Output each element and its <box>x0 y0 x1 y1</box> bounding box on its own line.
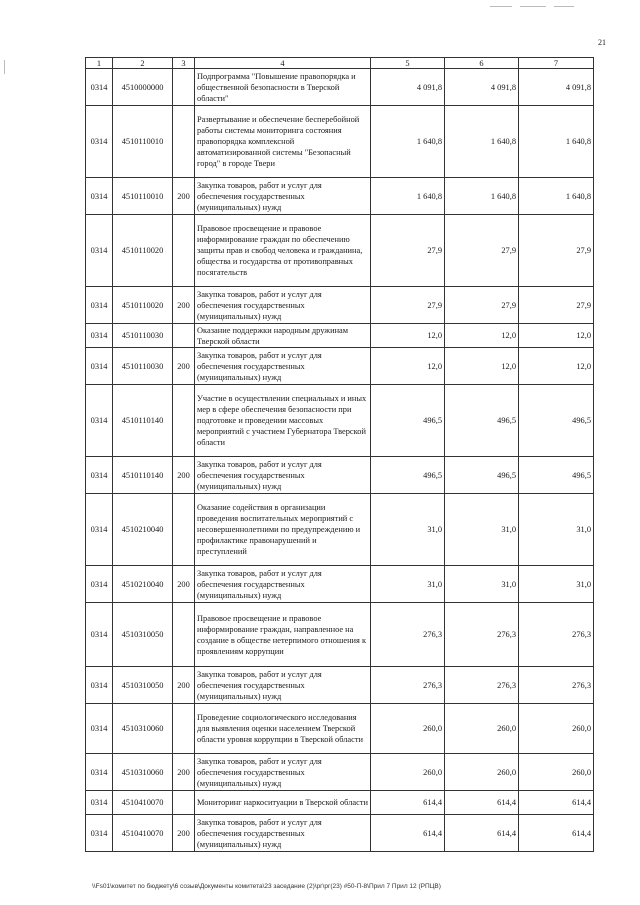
amount-cell-7: 1 640,8 <box>519 178 594 215</box>
amount-cell-5: 276,3 <box>371 603 445 667</box>
name-cell: Закупка товаров, работ и услуг для обеспечения государственных (муниципальных) нужд <box>195 178 371 215</box>
section-code-cell: 0314 <box>86 178 113 215</box>
table-body <box>86 69 594 852</box>
amount-cell-7: 496,5 <box>519 385 594 457</box>
budget-table <box>85 57 594 852</box>
header-cell-2: 2 <box>113 58 173 69</box>
name-cell: Правовое просвещение и правовое информирование граждан по обеспечению защиты прав и свобод человека и гражданина, общества и государства от противоправных посягательств <box>195 215 371 287</box>
header-row <box>86 58 594 69</box>
name-cell: Закупка товаров, работ и услуг для обеспечения государственных (муниципальных) нужд <box>195 287 371 324</box>
expense-type-cell <box>173 494 195 566</box>
amount-cell-7: 260,0 <box>519 704 594 754</box>
amount-cell-6: 31,0 <box>445 566 519 603</box>
expense-type-cell: 200 <box>173 457 195 494</box>
amount-cell-7: 31,0 <box>519 494 594 566</box>
table-row <box>86 106 594 178</box>
expense-type-cell: 200 <box>173 667 195 704</box>
section-code-cell: 0314 <box>86 791 113 815</box>
amount-cell-6: 260,0 <box>445 754 519 791</box>
table-row <box>86 494 594 566</box>
target-article-cell: 4510110010 <box>113 106 173 178</box>
amount-cell-6: 12,0 <box>445 348 519 385</box>
amount-cell-6: 276,3 <box>445 603 519 667</box>
name-cell: Оказание поддержки народным дружинам Тверской области <box>195 324 371 348</box>
amount-cell-5: 1 640,8 <box>371 178 445 215</box>
section-code-cell: 0314 <box>86 324 113 348</box>
target-article-cell: 4510210040 <box>113 566 173 603</box>
section-code-cell: 0314 <box>86 287 113 324</box>
amount-cell-7: 12,0 <box>519 324 594 348</box>
section-code-cell: 0314 <box>86 754 113 791</box>
amount-cell-6: 4 091,8 <box>445 69 519 106</box>
section-code-cell: 0314 <box>86 704 113 754</box>
expense-type-cell <box>173 215 195 287</box>
amount-cell-6: 27,9 <box>445 215 519 287</box>
header-cell-5: 5 <box>371 58 445 69</box>
expense-type-cell <box>173 69 195 106</box>
table-row <box>86 603 594 667</box>
scan-marks <box>490 6 600 8</box>
footer-file-path: \\Fs01\комитет по бюджету\6 созыв\Документы комитета\23 заседание (2)\рг\рг(23) #50-П-8\Прил 7 Прил 12 (РПЦВ) <box>92 883 441 890</box>
table-row <box>86 348 594 385</box>
amount-cell-5: 31,0 <box>371 494 445 566</box>
amount-cell-7: 31,0 <box>519 566 594 603</box>
amount-cell-5: 260,0 <box>371 704 445 754</box>
amount-cell-5: 496,5 <box>371 457 445 494</box>
amount-cell-5: 496,5 <box>371 385 445 457</box>
expense-type-cell <box>173 324 195 348</box>
name-cell: Проведение социологического исследования для выявления оценки населением Тверской области уровня коррупции в Тверской области <box>195 704 371 754</box>
target-article-cell: 4510210040 <box>113 494 173 566</box>
expense-type-cell: 200 <box>173 178 195 215</box>
section-code-cell: 0314 <box>86 348 113 385</box>
header-cell-7: 7 <box>519 58 594 69</box>
name-cell: Подпрограмма "Повышение правопорядка и общественной безопасности в Тверской области" <box>195 69 371 106</box>
expense-type-cell <box>173 704 195 754</box>
target-article-cell: 4510110140 <box>113 457 173 494</box>
amount-cell-5: 4 091,8 <box>371 69 445 106</box>
amount-cell-7: 27,9 <box>519 287 594 324</box>
amount-cell-5: 12,0 <box>371 324 445 348</box>
target-article-cell: 4510410070 <box>113 791 173 815</box>
amount-cell-7: 1 640,8 <box>519 106 594 178</box>
name-cell: Участие в осуществлении специальных и иных мер в сфере обеспечения безопасности при подготовке и проведении массовых мероприятий с участием Губернатора Тверской области <box>195 385 371 457</box>
name-cell: Закупка товаров, работ и услуг для обеспечения государственных (муниципальных) нужд <box>195 815 371 852</box>
amount-cell-6: 276,3 <box>445 667 519 704</box>
amount-cell-5: 27,9 <box>371 215 445 287</box>
table-row <box>86 754 594 791</box>
amount-cell-6: 496,5 <box>445 385 519 457</box>
amount-cell-6: 1 640,8 <box>445 106 519 178</box>
target-article-cell: 4510410070 <box>113 815 173 852</box>
amount-cell-5: 31,0 <box>371 566 445 603</box>
table-row <box>86 791 594 815</box>
amount-cell-7: 614,4 <box>519 791 594 815</box>
amount-cell-7: 614,4 <box>519 815 594 852</box>
table-row <box>86 215 594 287</box>
name-cell: Правовое просвещение и правовое информирование граждан, направленное на создание в обществе нетерпимого отношения к проявлениям коррупции <box>195 603 371 667</box>
amount-cell-6: 1 640,8 <box>445 178 519 215</box>
amount-cell-5: 1 640,8 <box>371 106 445 178</box>
expense-type-cell: 200 <box>173 348 195 385</box>
expense-type-cell: 200 <box>173 566 195 603</box>
target-article-cell: 4510110020 <box>113 215 173 287</box>
target-article-cell: 4510110030 <box>113 348 173 385</box>
table-row <box>86 667 594 704</box>
name-cell: Закупка товаров, работ и услуг для обеспечения государственных (муниципальных) нужд <box>195 667 371 704</box>
expense-type-cell: 200 <box>173 287 195 324</box>
amount-cell-5: 614,4 <box>371 791 445 815</box>
target-article-cell: 4510110010 <box>113 178 173 215</box>
section-code-cell: 0314 <box>86 457 113 494</box>
expense-type-cell <box>173 385 195 457</box>
amount-cell-7: 276,3 <box>519 667 594 704</box>
target-article-cell: 4510310050 <box>113 667 173 704</box>
section-code-cell: 0314 <box>86 494 113 566</box>
page-number: 21 <box>598 38 606 47</box>
name-cell: Оказание содействия в организации проведения воспитательных мероприятий с несовершеннолетними по предупреждению и профилактике правонарушений и преступлений <box>195 494 371 566</box>
section-code-cell: 0314 <box>86 215 113 287</box>
target-article-cell: 4510000000 <box>113 69 173 106</box>
name-cell: Закупка товаров, работ и услуг для обеспечения государственных (муниципальных) нужд <box>195 457 371 494</box>
header-cell-6: 6 <box>445 58 519 69</box>
section-code-cell: 0314 <box>86 566 113 603</box>
section-code-cell: 0314 <box>86 385 113 457</box>
table-row <box>86 457 594 494</box>
name-cell: Развертывание и обеспечение бесперебойной работы системы мониторинга состояния правопорядка комплексной автоматизированной системы "Безопасный город" в городе Твери <box>195 106 371 178</box>
amount-cell-7: 260,0 <box>519 754 594 791</box>
amount-cell-5: 27,9 <box>371 287 445 324</box>
expense-type-cell <box>173 791 195 815</box>
section-code-cell: 0314 <box>86 603 113 667</box>
scan-margin-mark <box>4 60 5 74</box>
target-article-cell: 4510310050 <box>113 603 173 667</box>
amount-cell-6: 12,0 <box>445 324 519 348</box>
table-row <box>86 178 594 215</box>
amount-cell-7: 276,3 <box>519 603 594 667</box>
amount-cell-5: 12,0 <box>371 348 445 385</box>
target-article-cell: 4510310060 <box>113 704 173 754</box>
amount-cell-5: 614,4 <box>371 815 445 852</box>
amount-cell-6: 260,0 <box>445 704 519 754</box>
amount-cell-7: 4 091,8 <box>519 69 594 106</box>
table-row <box>86 566 594 603</box>
amount-cell-5: 260,0 <box>371 754 445 791</box>
amount-cell-6: 31,0 <box>445 494 519 566</box>
target-article-cell: 4510310060 <box>113 754 173 791</box>
section-code-cell: 0314 <box>86 106 113 178</box>
table-row <box>86 385 594 457</box>
header-cell-4: 4 <box>195 58 371 69</box>
expense-type-cell <box>173 603 195 667</box>
section-code-cell: 0314 <box>86 69 113 106</box>
amount-cell-6: 27,9 <box>445 287 519 324</box>
expense-type-cell <box>173 106 195 178</box>
table-row <box>86 324 594 348</box>
amount-cell-6: 614,4 <box>445 791 519 815</box>
header-cell-1: 1 <box>86 58 113 69</box>
table-row <box>86 815 594 852</box>
header-cell-3: 3 <box>173 58 195 69</box>
name-cell: Закупка товаров, работ и услуг для обеспечения государственных (муниципальных) нужд <box>195 348 371 385</box>
expense-type-cell: 200 <box>173 754 195 791</box>
amount-cell-6: 496,5 <box>445 457 519 494</box>
name-cell: Закупка товаров, работ и услуг для обеспечения государственных (муниципальных) нужд <box>195 566 371 603</box>
amount-cell-6: 614,4 <box>445 815 519 852</box>
section-code-cell: 0314 <box>86 815 113 852</box>
amount-cell-7: 496,5 <box>519 457 594 494</box>
target-article-cell: 4510110140 <box>113 385 173 457</box>
amount-cell-7: 12,0 <box>519 348 594 385</box>
expense-type-cell: 200 <box>173 815 195 852</box>
table-row <box>86 69 594 106</box>
section-code-cell: 0314 <box>86 667 113 704</box>
target-article-cell: 4510110030 <box>113 324 173 348</box>
table-row <box>86 704 594 754</box>
table-row <box>86 287 594 324</box>
name-cell: Мониторинг наркоситуации в Тверской области <box>195 791 371 815</box>
name-cell: Закупка товаров, работ и услуг для обеспечения государственных (муниципальных) нужд <box>195 754 371 791</box>
target-article-cell: 4510110020 <box>113 287 173 324</box>
amount-cell-7: 27,9 <box>519 215 594 287</box>
amount-cell-5: 276,3 <box>371 667 445 704</box>
